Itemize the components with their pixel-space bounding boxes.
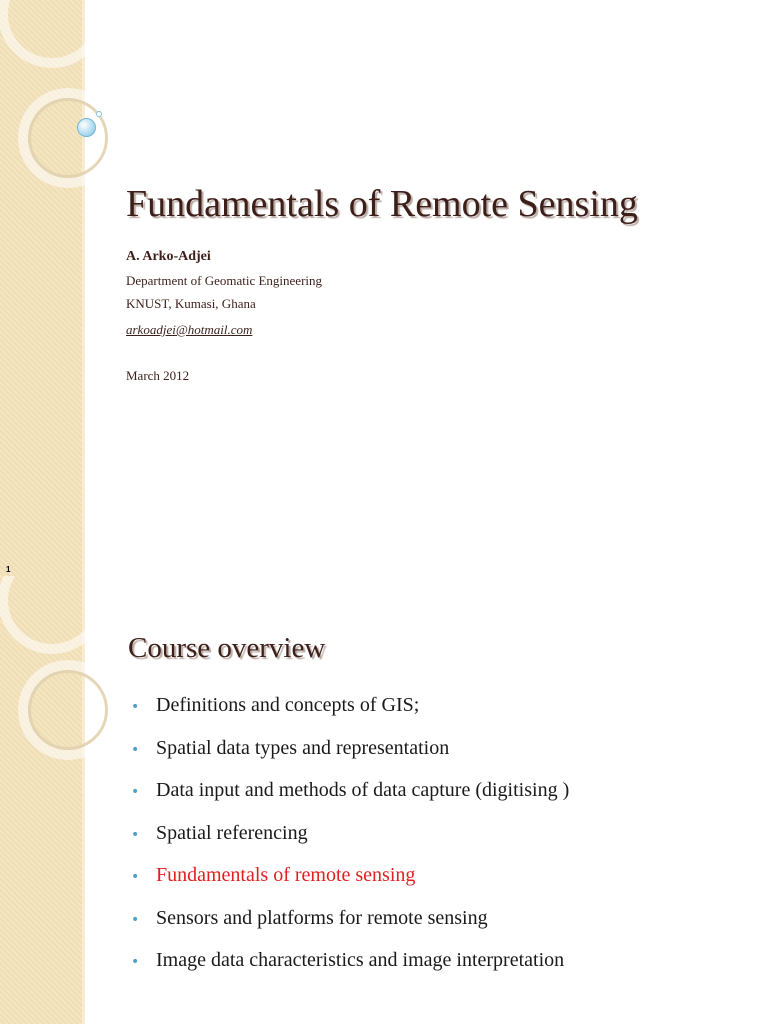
decorative-bubble-icon — [77, 118, 96, 137]
side-band-edge — [82, 0, 85, 576]
bullet-item: • Sensors and platforms for remote sensing — [131, 906, 488, 929]
slide-title: Course overview — [128, 632, 326, 664]
decorative-ring — [28, 670, 108, 750]
slide-number: 1 — [6, 565, 11, 574]
location: KNUST, Kumasi, Ghana — [126, 296, 256, 311]
email-link[interactable]: arkoadjei@hotmail.com — [126, 322, 253, 337]
bullet-item: • Data input and methods of data capture (digitising ) — [131, 779, 570, 801]
slide-title: Fundamentals of Remote Sensing — [126, 183, 638, 225]
bullet-marker-icon: • — [131, 741, 140, 758]
slide-2 — [0, 576, 768, 1024]
bullet-item: • Spatial data types and representation — [131, 736, 450, 759]
bullet-marker-icon: • — [131, 911, 140, 928]
bullet-marker-icon: • — [131, 784, 140, 800]
bullet-item-highlighted: • Fundamentals of remote sensing — [131, 864, 416, 886]
bullet-list — [128, 694, 569, 992]
bullet-marker-icon: • — [131, 699, 140, 715]
bullet-marker-icon: • — [131, 826, 140, 843]
date: March 2012 — [126, 368, 190, 383]
author-name: A. Arko-Adjei — [126, 249, 211, 264]
decorative-bubble-icon — [96, 111, 102, 117]
bullet-item: • Image data characteristics and image interpretation — [131, 949, 565, 971]
bullet-marker-icon: • — [131, 954, 140, 970]
bullet-item: • Spatial referencing — [131, 821, 308, 844]
decorative-side-band — [0, 0, 82, 576]
bullet-marker-icon: • — [131, 869, 140, 885]
department: Department of Geomatic Engineering — [126, 273, 323, 288]
decorative-ring — [28, 98, 108, 178]
bullet-item: • Definitions and concepts of GIS; — [131, 694, 420, 716]
